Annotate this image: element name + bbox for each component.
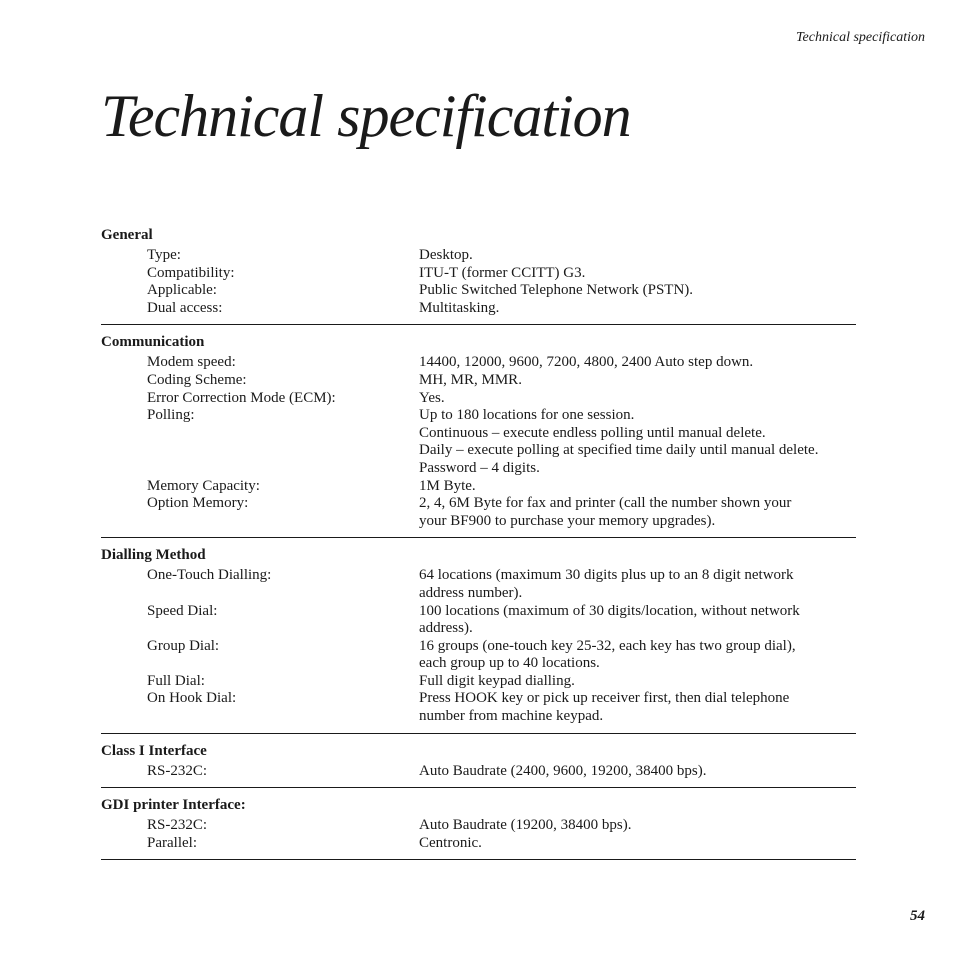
spec-row: [101, 495, 856, 530]
spec-value: [419, 638, 856, 673]
spec-value: [419, 300, 856, 318]
spec-value: [419, 407, 856, 477]
spec-value-line: 16 groups (one-touch key 25-32, each key has two group dial),: [419, 637, 796, 654]
spec-value: [419, 817, 856, 835]
spec-row: [101, 354, 856, 372]
spec-value-line: 14400, 12000, 9600, 7200, 4800, 2400 Auto step down.: [419, 354, 754, 371]
spec-label: RS-232C:: [147, 762, 208, 779]
spec-value-line: 2, 4, 6M Byte for fax and printer (call the number shown your: [419, 495, 792, 512]
spec-label: Parallel:: [147, 834, 197, 851]
spec-label: Memory Capacity:: [147, 477, 260, 494]
spec-value-line: Full digit keypad dialling.: [419, 672, 575, 689]
spec-section: [101, 742, 856, 789]
spec-section: [101, 546, 856, 733]
spec-value: [419, 282, 856, 300]
spec-value: [419, 690, 856, 725]
spec-value-line: Daily – execute polling at specified time daily until manual delete.: [419, 442, 819, 459]
spec-value-line: Continuous – execute endless polling until manual delete.: [419, 424, 766, 441]
spec-label: Option Memory:: [147, 495, 249, 512]
spec-value-line: Multitasking.: [419, 299, 500, 316]
spec-value: [419, 265, 856, 283]
spec-value-line: number from machine keypad.: [419, 708, 604, 725]
section-heading: GDI printer Interface:: [101, 797, 246, 814]
spec-value-line: your BF900 to purchase your memory upgrades).: [419, 512, 716, 529]
spec-row: [101, 247, 856, 265]
spec-label: Speed Dial:: [147, 602, 218, 619]
spec-value: [419, 495, 856, 530]
spec-label: Coding Scheme:: [147, 371, 247, 388]
page-title: Technical specification: [101, 83, 631, 149]
spec-row: [101, 673, 856, 691]
spec-value: [419, 835, 856, 853]
section-heading: Communication: [101, 334, 205, 351]
spec-value-line: 1M Byte.: [419, 477, 476, 494]
spec-value-line: Yes.: [419, 389, 445, 406]
spec-value-line: MH, MR, MMR.: [419, 371, 522, 388]
spec-value: [419, 354, 856, 372]
spec-row: [101, 835, 856, 853]
section-heading: Dialling Method: [101, 547, 206, 564]
spec-value: [419, 247, 856, 265]
spec-value: [419, 567, 856, 602]
spec-value-line: Auto Baudrate (2400, 9600, 19200, 38400 bps).: [419, 762, 707, 779]
spec-label: Error Correction Mode (ECM):: [147, 389, 336, 406]
spec-label: One-Touch Dialling:: [147, 567, 272, 584]
spec-label: Type:: [147, 247, 181, 263]
spec-value-line: Password – 4 digits.: [419, 459, 540, 476]
spec-value-line: Up to 180 locations for one session.: [419, 407, 635, 424]
spec-row: [101, 265, 856, 283]
spec-list: [101, 224, 856, 868]
spec-value-line: each group up to 40 locations.: [419, 655, 600, 672]
section-heading: General: [101, 227, 153, 243]
spec-value-line: 64 locations (maximum 30 digits plus up to an 8 digit network: [419, 567, 794, 584]
spec-value-line: Desktop.: [419, 247, 473, 263]
spec-value-line: Public Switched Telephone Network (PSTN).: [419, 282, 694, 299]
spec-row: [101, 390, 856, 408]
spec-label: Polling:: [147, 407, 195, 424]
spec-row: [101, 478, 856, 496]
spec-row: [101, 407, 856, 477]
spec-label: Group Dial:: [147, 637, 220, 654]
spec-value-line: Press HOOK key or pick up receiver first, then dial telephone: [419, 690, 790, 707]
running-header: Technical specification: [796, 30, 925, 45]
spec-row: [101, 603, 856, 638]
spec-value-line: ITU-T (former CCITT) G3.: [419, 264, 586, 281]
spec-label: Compatibility:: [147, 264, 235, 281]
spec-label: Dual access:: [147, 299, 223, 316]
spec-value: [419, 603, 856, 638]
spec-section: [101, 796, 856, 860]
spec-row: [101, 300, 856, 318]
spec-value-line: address number).: [419, 584, 523, 601]
spec-value: [419, 673, 856, 691]
spec-label: Applicable:: [147, 282, 217, 299]
spec-value: [419, 372, 856, 390]
page-number: 54: [910, 908, 925, 924]
spec-row: [101, 372, 856, 390]
spec-value-line: Centronic.: [419, 834, 482, 851]
spec-value: [419, 478, 856, 496]
spec-row: [101, 690, 856, 725]
spec-section: [101, 333, 856, 538]
spec-row: [101, 638, 856, 673]
spec-row: [101, 282, 856, 300]
section-heading: Class I Interface: [101, 742, 207, 759]
spec-label: Full Dial:: [147, 672, 205, 689]
spec-label: RS-232C:: [147, 817, 208, 834]
spec-label: On Hook Dial:: [147, 690, 237, 707]
spec-label: Modem speed:: [147, 354, 236, 371]
spec-row: [101, 763, 856, 781]
spec-value-line: Auto Baudrate (19200, 38400 bps).: [419, 817, 632, 834]
spec-value: [419, 763, 856, 781]
spec-value-line: 100 locations (maximum of 30 digits/location, without network: [419, 602, 800, 619]
spec-row: [101, 817, 856, 835]
spec-value: [419, 390, 856, 408]
spec-row: [101, 567, 856, 602]
spec-section: [101, 226, 856, 325]
spec-value-line: address).: [419, 620, 473, 637]
